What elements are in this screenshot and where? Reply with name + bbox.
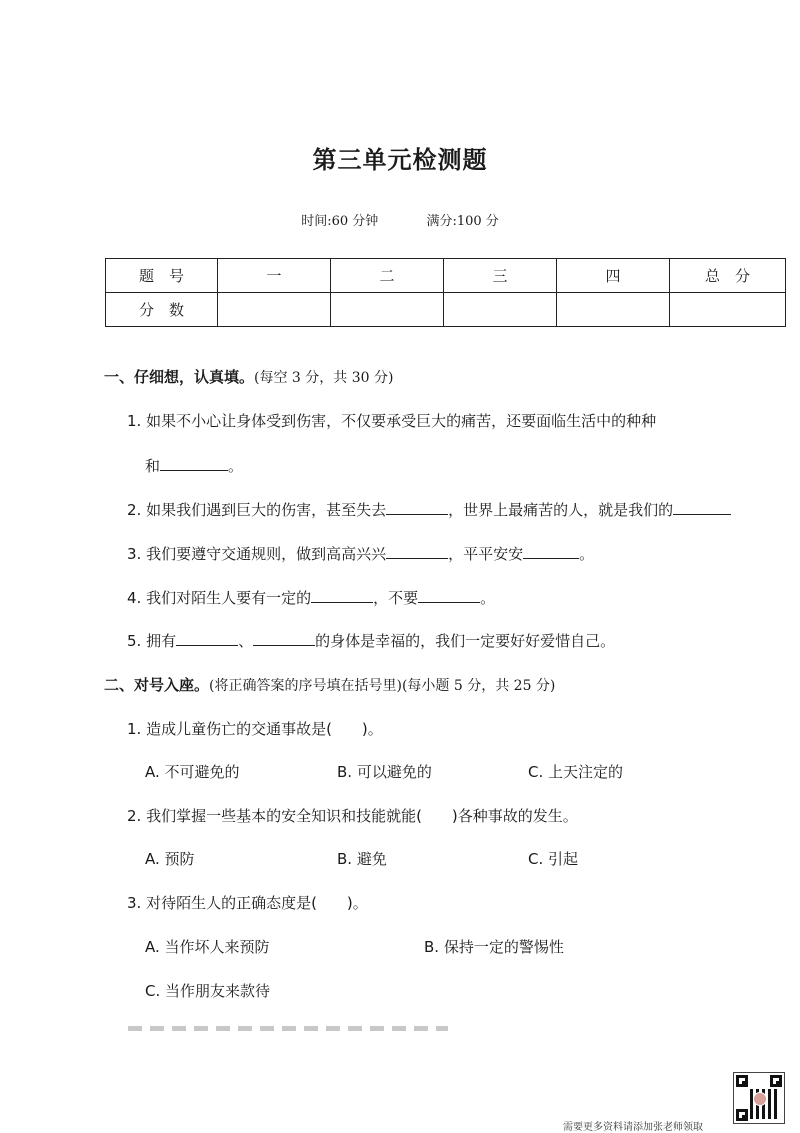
s1-q1-text-c: 。 — [228, 457, 244, 475]
score-header-cell: 题 号 — [106, 259, 218, 293]
s1-q5-text-a: 5. 拥有 — [127, 632, 177, 650]
s2-q1-option-c[interactable]: C. 上天注定的 — [528, 763, 624, 781]
footer-note: 需要更多资料请添加张老师领取 — [563, 1122, 703, 1133]
qr-finder-pattern — [736, 1075, 748, 1087]
s1-question-3 — [127, 543, 594, 564]
s1-q3-text-b: ，平平安安 — [448, 545, 524, 563]
score-header-cell: 四 — [557, 259, 670, 293]
s2-question-1: 1. 造成儿童伤亡的交通事故是( )。 — [127, 720, 383, 738]
s1-question-1-continued — [145, 455, 243, 476]
score-table — [105, 258, 786, 327]
score-table-header-row — [106, 259, 786, 293]
score-cell[interactable] — [557, 293, 670, 327]
cut-off-text-line — [128, 1026, 448, 1031]
section-2-title: 二、对号入座。 — [104, 676, 210, 694]
s1-q1-text: 1. 如果不小心让身体受到伤害，不仅要承受巨大的痛苦，还要面临生活中的种种 — [127, 412, 657, 430]
page-title: 第三单元检测题 — [312, 146, 488, 174]
score-header-cell: 三 — [444, 259, 557, 293]
qr-avatar-icon — [753, 1092, 767, 1106]
exam-meta — [0, 210, 800, 229]
answer-blank[interactable] — [418, 588, 480, 603]
s1-question-2 — [127, 499, 731, 520]
answer-blank[interactable] — [160, 456, 228, 471]
s1-q5-text-c: 的身体是幸福的，我们一定要好好爱惜自己。 — [315, 632, 616, 650]
s1-q2-text-b: ，世界上最痛苦的人，就是我们的 — [448, 501, 674, 519]
s1-q2-text-a: 2. 如果我们遇到巨大的伤害，甚至失去 — [127, 501, 387, 519]
exam-full-score: 满分:100 分 — [426, 214, 499, 229]
s1-q3-text-a: 3. 我们要遵守交通规则，做到高高兴兴 — [127, 545, 387, 563]
score-header-cell: 总 分 — [670, 259, 786, 293]
section-2-heading — [104, 674, 555, 695]
score-header-cell: 一 — [218, 259, 331, 293]
section-1-note: (每空 3 分，共 30 分) — [254, 370, 394, 386]
qr-code-icon[interactable] — [733, 1072, 785, 1124]
s2-q2-option-c[interactable]: C. 引起 — [528, 850, 579, 868]
s2-q2-option-a[interactable]: A. 预防 — [145, 850, 195, 868]
s2-q1-option-b[interactable]: B. 可以避免的 — [337, 763, 432, 781]
s1-q1-text-b: 和 — [145, 457, 161, 475]
score-header-cell: 二 — [331, 259, 444, 293]
score-cell[interactable] — [670, 293, 786, 327]
s1-question-4 — [127, 587, 495, 608]
answer-blank[interactable] — [673, 500, 731, 515]
answer-blank[interactable] — [386, 544, 448, 559]
s1-q3-text-c: 。 — [579, 545, 595, 563]
score-cell[interactable] — [218, 293, 331, 327]
s1-q4-text-b: ，不要 — [373, 589, 419, 607]
answer-blank[interactable] — [386, 500, 448, 515]
score-table-score-row — [106, 293, 786, 327]
score-row-label: 分 数 — [106, 293, 218, 327]
answer-blank[interactable] — [523, 544, 579, 559]
s2-q2-option-b[interactable]: B. 避免 — [337, 850, 387, 868]
s2-q3-option-c[interactable]: C. 当作朋友来款待 — [145, 982, 271, 1000]
answer-blank[interactable] — [253, 631, 315, 646]
score-cell[interactable] — [331, 293, 444, 327]
section-1-heading — [104, 366, 393, 387]
section-1-title: 一、仔细想，认真填。 — [104, 368, 255, 386]
s1-q4-text-c: 。 — [480, 589, 496, 607]
qr-finder-pattern — [770, 1075, 782, 1087]
s2-question-3: 3. 对待陌生人的正确态度是( )。 — [127, 894, 368, 912]
s1-q5-text-b: 、 — [238, 632, 254, 650]
answer-blank[interactable] — [176, 631, 238, 646]
s2-q3-option-a[interactable]: A. 当作坏人来预防 — [145, 938, 270, 956]
s2-q3-option-b[interactable]: B. 保持一定的警惕性 — [424, 938, 564, 956]
s1-question-5 — [127, 630, 615, 651]
qr-finder-pattern — [736, 1109, 748, 1121]
score-cell[interactable] — [444, 293, 557, 327]
s2-q1-option-a[interactable]: A. 不可避免的 — [145, 763, 240, 781]
s2-question-2: 2. 我们掌握一些基本的安全知识和技能就能( )各种事故的发生。 — [127, 807, 578, 825]
s1-q4-text-a: 4. 我们对陌生人要有一定的 — [127, 589, 312, 607]
exam-time: 时间:60 分钟 — [301, 214, 379, 229]
section-2-note: (将正确答案的序号填在括号里)(每小题 5 分，共 25 分) — [209, 678, 556, 694]
s1-question-1 — [127, 410, 656, 431]
answer-blank[interactable] — [311, 588, 373, 603]
